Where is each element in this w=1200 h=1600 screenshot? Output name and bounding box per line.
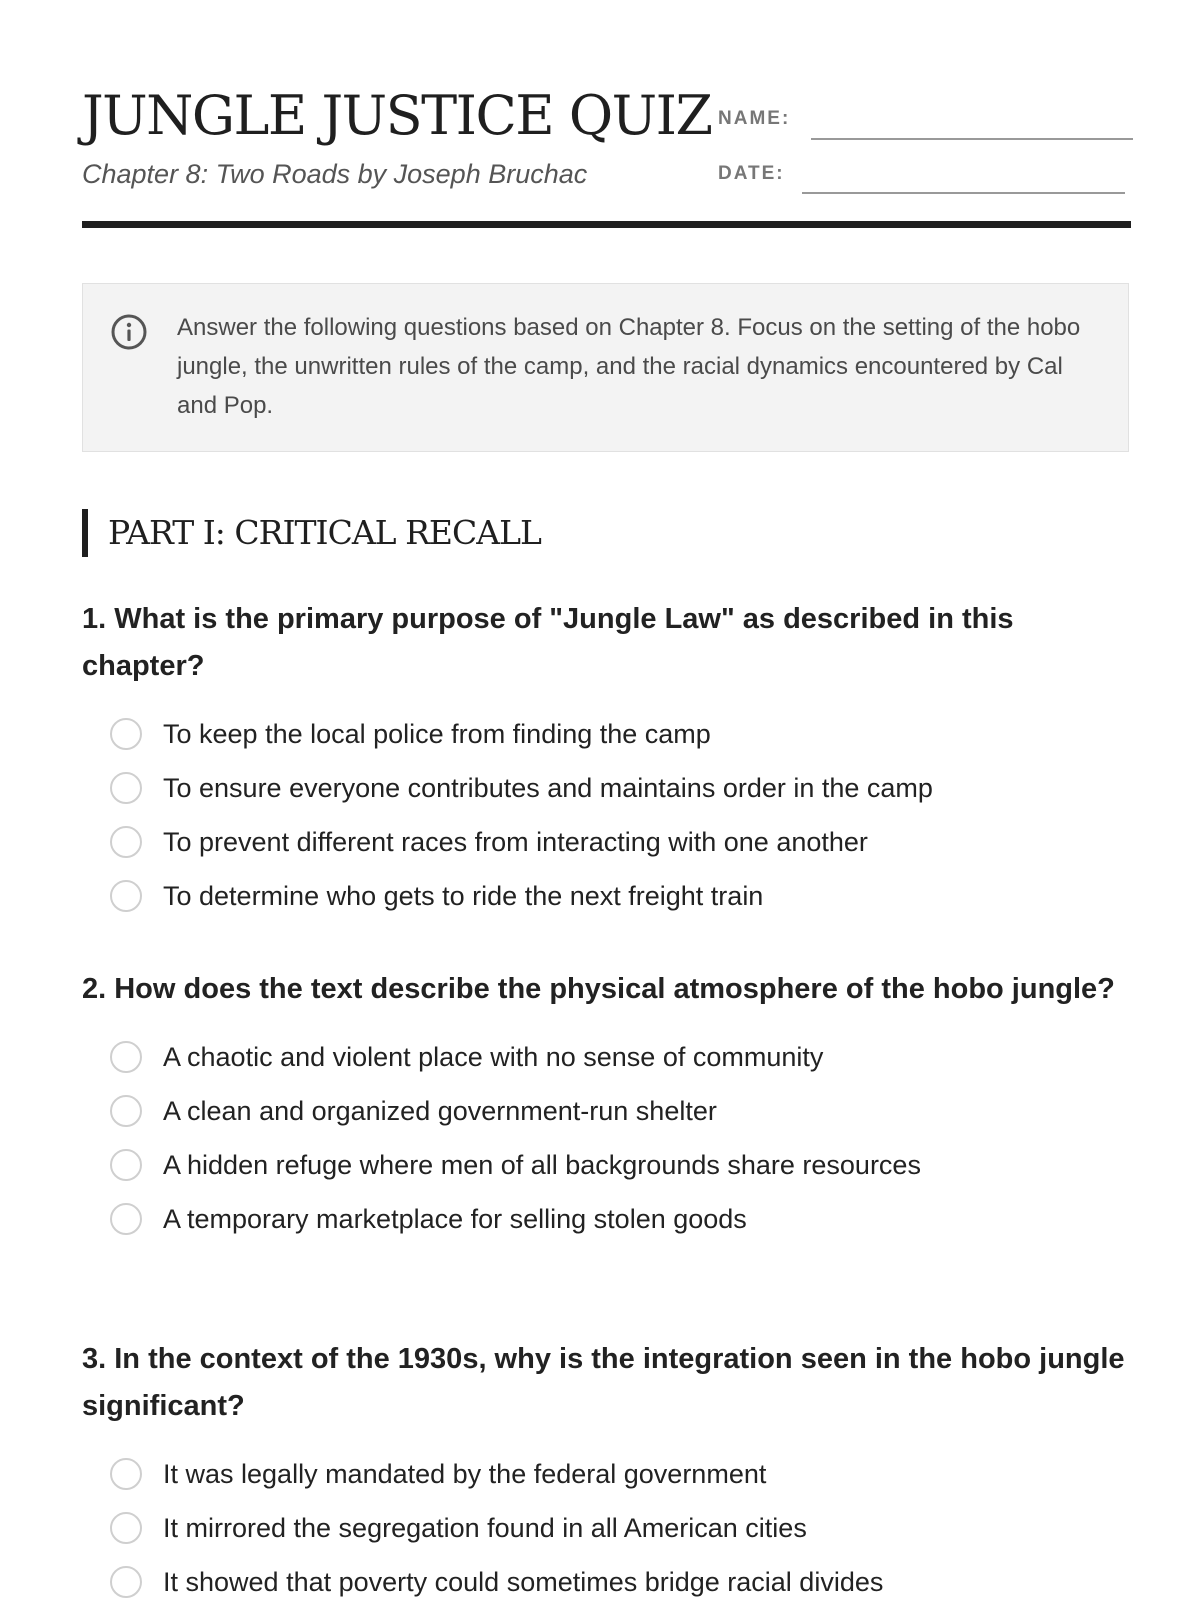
radio-button[interactable] (110, 880, 142, 912)
radio-button[interactable] (110, 1095, 142, 1127)
section-title: PART I: CRITICAL RECALL (108, 513, 541, 552)
quiz-subtitle: Chapter 8: Two Roads by Joseph Bruchac (82, 159, 588, 189)
option-label: A chaotic and violent place with no sense of community (163, 1042, 824, 1072)
radio-button[interactable] (110, 826, 142, 858)
answer-option[interactable] (110, 869, 1142, 923)
answer-option[interactable] (110, 1555, 1142, 1600)
option-label: To prevent different races from interacting with one another (163, 827, 868, 857)
option-label: To keep the local police from finding the camp (163, 719, 711, 749)
option-label: A temporary marketplace for selling stolen goods (163, 1204, 747, 1234)
option-label: To determine who gets to ride the next freight train (163, 881, 764, 911)
radio-button[interactable] (110, 1041, 142, 1073)
answer-option[interactable] (110, 1030, 1142, 1084)
section-accent-bar (82, 509, 88, 557)
answer-option[interactable] (110, 1447, 1142, 1501)
answer-option[interactable] (110, 1138, 1142, 1192)
header-divider (82, 221, 1131, 228)
radio-button[interactable] (110, 1566, 142, 1598)
instructions-text: Answer the following questions based on Chapter 8. Focus on the setting of the hobo jungle, the unwritten rules of the camp, and the racial dynamics encountered by Cal and Pop. (177, 314, 1081, 419)
date-field[interactable] (802, 192, 1125, 194)
answer-options (110, 707, 1142, 923)
radio-button[interactable] (110, 1458, 142, 1490)
option-label: It was legally mandated by the federal government (163, 1459, 767, 1489)
answer-option[interactable] (110, 815, 1142, 869)
radio-button[interactable] (110, 718, 142, 750)
radio-button[interactable] (110, 1512, 142, 1544)
radio-button[interactable] (110, 1149, 142, 1181)
option-label: A clean and organized government-run shelter (163, 1096, 717, 1126)
question-2 (82, 966, 1142, 1246)
answer-option[interactable] (110, 1192, 1142, 1246)
answer-option[interactable] (110, 1084, 1142, 1138)
answer-option[interactable] (110, 761, 1142, 815)
name-label: NAME: (718, 108, 791, 129)
name-field[interactable] (811, 138, 1133, 140)
question-text: 1. What is the primary purpose of "Jungle Law" as described in this chapter? (82, 603, 1014, 682)
answer-options (110, 1447, 1142, 1600)
date-label: DATE: (718, 163, 785, 184)
instructions-box (82, 283, 1129, 452)
question-text: 3. In the context of the 1930s, why is the integration seen in the hobo jungle significant? (82, 1343, 1125, 1422)
answer-option[interactable] (110, 1501, 1142, 1555)
info-icon (111, 314, 147, 350)
question-1 (82, 596, 1142, 923)
question-text: 2. How does the text describe the physical atmosphere of the hobo jungle? (82, 973, 1115, 1005)
question-3 (82, 1336, 1142, 1600)
radio-button[interactable] (110, 1203, 142, 1235)
answer-options (110, 1030, 1142, 1246)
quiz-title: JUNGLE JUSTICE QUIZ (82, 84, 712, 147)
option-label: It mirrored the segregation found in all American cities (163, 1513, 807, 1543)
option-label: It showed that poverty could sometimes bridge racial divides (163, 1567, 884, 1597)
radio-button[interactable] (110, 772, 142, 804)
answer-option[interactable] (110, 707, 1142, 761)
option-label: A hidden refuge where men of all backgrounds share resources (163, 1150, 921, 1180)
option-label: To ensure everyone contributes and maintains order in the camp (163, 773, 933, 803)
